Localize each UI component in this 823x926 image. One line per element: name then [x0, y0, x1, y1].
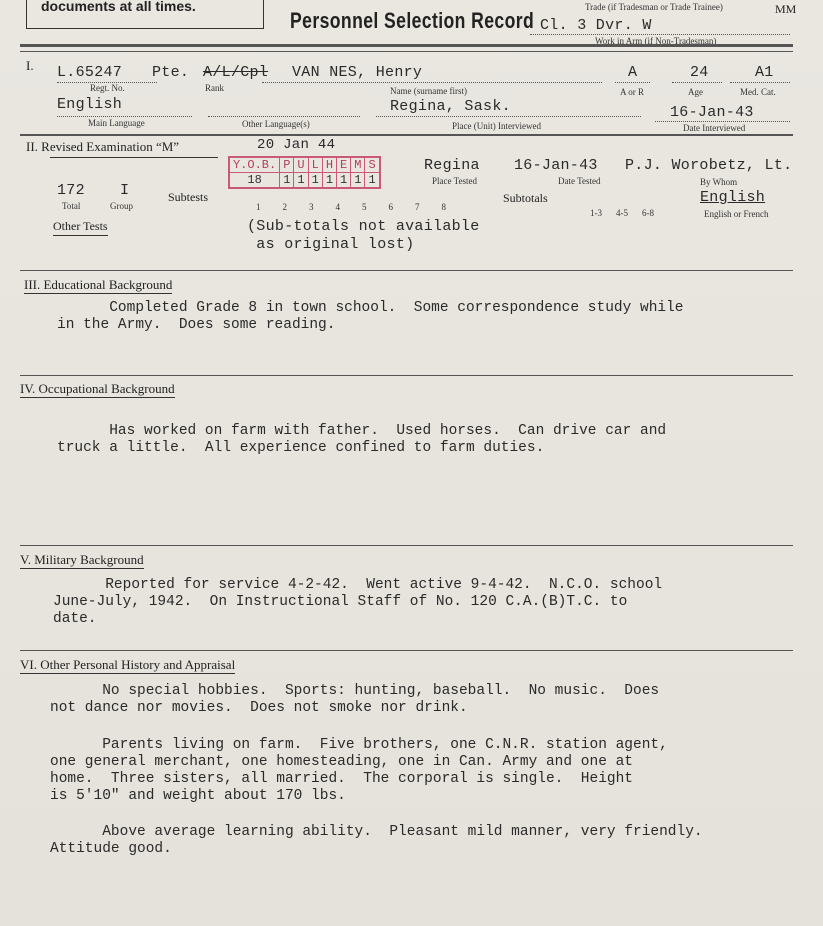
pulhems-cell: E [337, 158, 351, 173]
pulhems-stamp [228, 156, 381, 189]
subtest-number: 3 [309, 202, 314, 212]
a-or-r-label: A or R [620, 87, 645, 97]
form-element [230, 158, 380, 188]
subtest-number: 8 [441, 202, 446, 212]
subtest-number: 7 [415, 202, 420, 212]
age: 24 [690, 64, 709, 81]
section-iv-title [20, 381, 175, 397]
educational-background-text: Completed Grade 8 in town school. Some correspondence study while in the Army. Does some reading. [57, 300, 684, 333]
pulhems-cell: L [308, 158, 322, 173]
section-v-title [20, 552, 144, 568]
subtotals-label: Subtotals [503, 191, 548, 205]
hobbies-text: No special hobbies. Sports: hunting, baseball. No music. Does not dance nor movies. Does not smoke nor drink. [50, 683, 660, 716]
subtests-label: Subtests [168, 190, 209, 204]
occupational-background-text: Has worked on farm with father. Used horses. Can drive car and truck a little. All experience confined to farm duties. [57, 423, 667, 456]
subtest-number: 5 [362, 202, 367, 212]
dotted-field-line [208, 116, 360, 117]
date-interviewed-label: Date Interviewed [683, 123, 746, 133]
section-iii-title [24, 277, 172, 293]
pulhems-cell: M [351, 158, 365, 173]
a-or-r: A [628, 64, 638, 81]
total-label: Total [62, 201, 81, 211]
form-element [230, 158, 380, 173]
rank-label: Rank [205, 83, 224, 93]
test-language-label: English or French [704, 209, 769, 219]
pulhems-cell: 1 [337, 173, 351, 188]
subtotal-ranges [590, 208, 654, 218]
dotted-field-line [57, 116, 192, 117]
place-interviewed-label: Place (Unit) Interviewed [452, 121, 541, 131]
pulhems-cell: P [280, 158, 294, 173]
pulhems-cell: 1 [351, 173, 365, 188]
regt-no-label: Regt. No. [90, 83, 125, 93]
work-in-arm-label: Work in Arm (if Non-Tradesman) [595, 36, 717, 46]
section-iii-title-text: III. Educational Background [24, 277, 173, 292]
date-tested-label: Date Tested [558, 176, 601, 186]
section-v-title-text: V. Military Background [20, 552, 144, 567]
section-divider [20, 44, 793, 47]
section-i-number: I. [26, 58, 34, 73]
subtest-number: 1 [256, 202, 261, 212]
section-divider [20, 545, 793, 546]
section-divider [20, 270, 793, 271]
pulhems-cell: 1 [308, 173, 322, 188]
rank: Pte. [152, 64, 190, 81]
subtest-numbers [256, 202, 446, 212]
trade-mark: MM [775, 2, 797, 16]
section-vi-title-text: VI. Other Personal History and Appraisal [20, 657, 236, 672]
regt-no: L.65247 [57, 64, 123, 81]
subtest-number: 2 [282, 202, 287, 212]
subtotals-note: (Sub-totals not available as original lost) [247, 218, 480, 253]
form-title: Personnel Selection Record [290, 8, 535, 33]
appraisal-text: Above average learning ability. Pleasant mild manner, very friendly. Attitude good. [50, 824, 703, 857]
work-in-arm: Cl. 3 Dvr. W [540, 17, 652, 34]
form-element [229, 157, 380, 188]
total-score: 172 [57, 182, 85, 199]
subtotal-range: 4-5 [616, 208, 628, 218]
med-cat-label: Med. Cat. [740, 87, 776, 97]
main-language-label: Main Language [88, 118, 145, 128]
dotted-field-line [655, 121, 790, 122]
dotted-field-line [672, 82, 722, 83]
tested-by: P.J. Worobetz, Lt. [625, 157, 793, 174]
pulhems-cell: 1 [365, 173, 379, 188]
pulhems-cell: 1 [322, 173, 336, 188]
pulhems-cell: H [322, 158, 336, 173]
med-cat: A1 [755, 64, 774, 81]
form-element [50, 143, 218, 158]
main-language: English [57, 96, 123, 113]
section-ii-title: II. Revised Examination “M” [26, 139, 180, 154]
place-tested: Regina [424, 157, 480, 174]
group-label: Group [110, 201, 133, 211]
date-interviewed: 16-Jan-43 [670, 104, 754, 121]
subtotal-range: 1-3 [590, 208, 602, 218]
place-interviewed: Regina, Sask. [390, 98, 511, 115]
section-vi-title [20, 657, 235, 673]
subtest-number: 4 [335, 202, 340, 212]
section-divider [20, 51, 793, 52]
notice-box [26, 0, 264, 29]
pulhems-cell: U [294, 158, 308, 173]
place-tested-label: Place Tested [432, 176, 477, 186]
form-element [230, 173, 380, 188]
dotted-field-line [730, 82, 790, 83]
other-tests: Other Tests [53, 219, 108, 236]
dotted-field-line [615, 82, 650, 83]
dotted-field-line [262, 82, 602, 83]
rank-struck: A/L/Cpl [203, 64, 269, 81]
dotted-field-line [376, 116, 641, 117]
other-language-label: Other Language(s) [242, 119, 310, 129]
section-divider [20, 134, 793, 136]
subtest-number: 6 [388, 202, 393, 212]
pulhems-cell: 1 [294, 173, 308, 188]
dotted-field-line [530, 34, 790, 35]
test-language: English [700, 189, 766, 206]
military-background-text: Reported for service 4-2-42. Went active 9-4-42. N.C.O. school June-July, 1942. On Instructional Staff of No. 120 C.A.(B)T.C. to date. [53, 577, 663, 627]
trade-label: Trade (if Tradesman or Trade Trainee) [585, 2, 723, 12]
section-divider [20, 650, 793, 651]
tested-by-label: By Whom [700, 177, 738, 187]
age-label: Age [688, 87, 703, 97]
date-tested: 16-Jan-43 [514, 157, 598, 174]
notice-text: documents at all times. [41, 0, 196, 14]
pulhems-cell: 1 [280, 173, 294, 188]
stamp-date: 20 Jan 44 [257, 137, 336, 153]
pulhems-cell: Y.O.B. [230, 158, 280, 173]
section-divider [20, 375, 793, 376]
subtotal-range: 6-8 [642, 208, 654, 218]
family-text: Parents living on farm. Five brothers, one C.N.R. station agent, one general merchant, one homesteading, one in Can. Army and one at home. Three sisters, all married. The corporal is single. Height is 5'10" and weight about 170 lbs. [50, 737, 668, 804]
section-iv-title-text: IV. Occupational Background [20, 381, 175, 396]
pulhems-cell: S [365, 158, 379, 173]
group: I [120, 182, 130, 199]
name-label: Name (surname first) [390, 86, 467, 96]
pulhems-cell: 18 [230, 173, 280, 188]
full-name: VAN NES, Henry [292, 64, 423, 81]
